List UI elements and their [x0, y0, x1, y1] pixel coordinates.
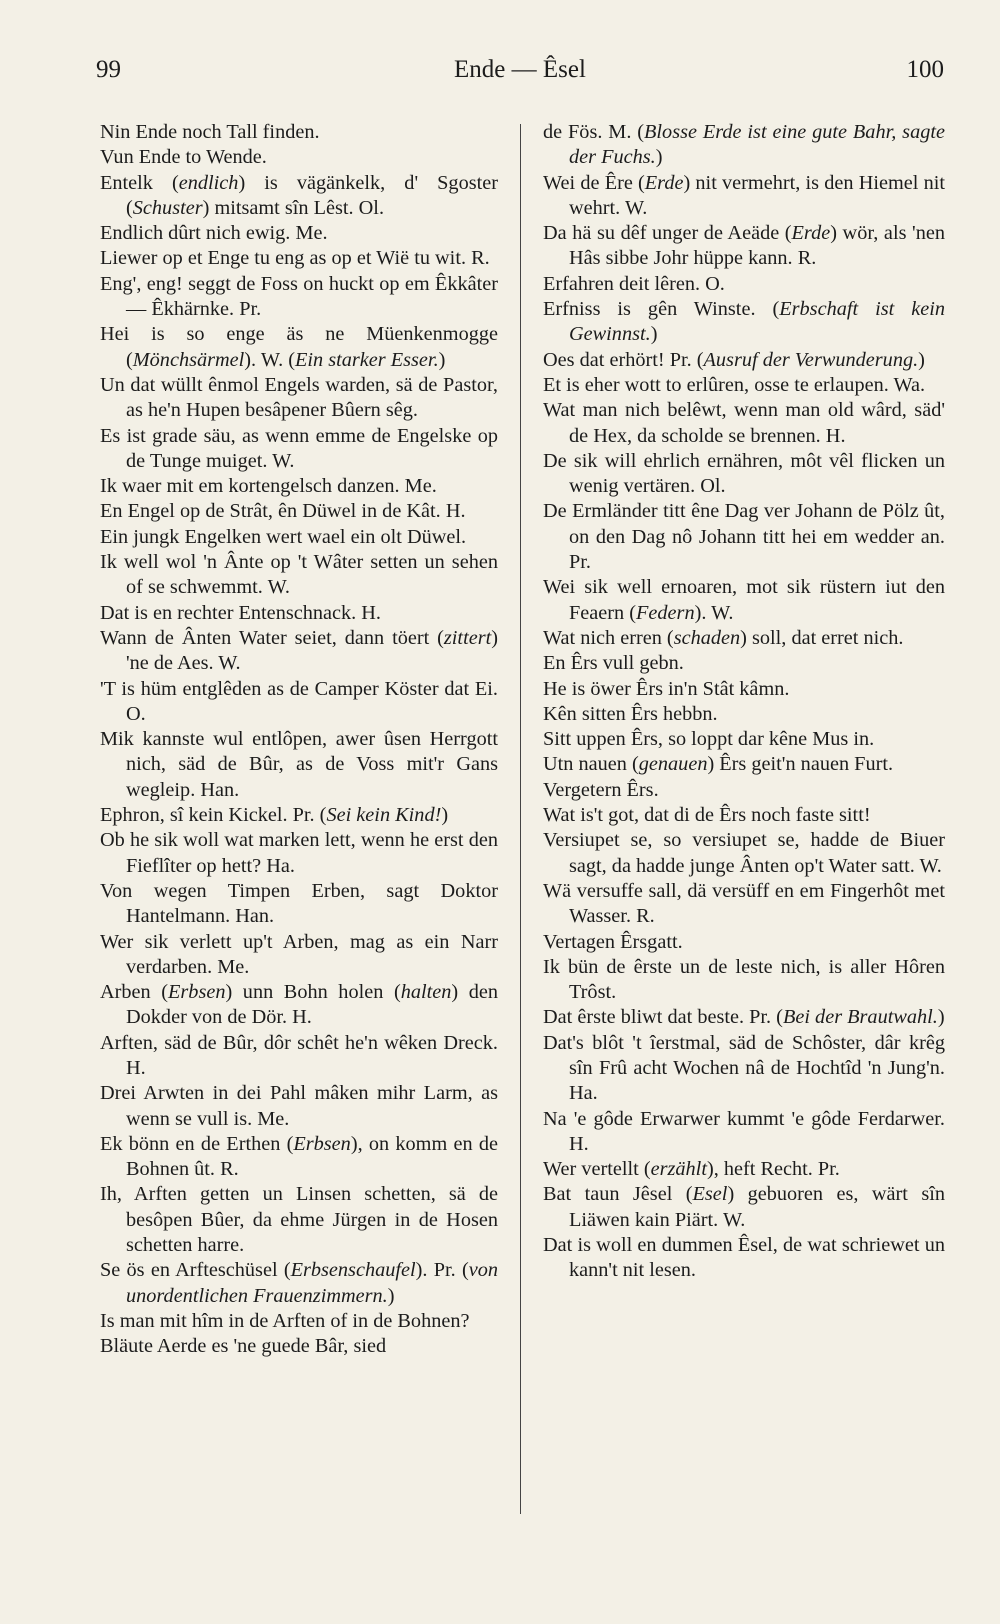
entry-text: Drei Arwten in dei Pahl mâken mihr Larm, as wenn se vull is. Me.	[100, 1082, 498, 1130]
proverb-entry	[100, 1031, 498, 1082]
proverb-entry	[543, 1107, 945, 1158]
gloss-text: Esel	[692, 1183, 728, 1206]
entry-text: Wat man nich belêwt, wenn man old wârd, säd' de Hex, da scholde se brennen. H.	[543, 399, 945, 447]
proverb-entry	[543, 1157, 945, 1182]
entry-text: ) 'ne de Aes. W.	[126, 626, 498, 675]
proverb-entry	[543, 828, 945, 879]
proverb-entry	[543, 373, 945, 398]
proverb-entry	[100, 677, 498, 728]
proverb-entry	[100, 120, 498, 145]
gloss-text: von unordentlichen Frauenzimmern.	[126, 1259, 498, 1307]
proverb-entry	[543, 626, 945, 651]
entry-text: Oes dat erhört! Pr. (	[543, 348, 704, 371]
entry-text: Se ös en Arfteschüsel (	[100, 1259, 291, 1282]
entry-text: Utn nauen (	[543, 753, 639, 776]
entry-text: Eng', eng! seggt de Foss on huckt op em Êkkâter — Êkhärnke. Pr.	[100, 272, 498, 321]
gloss-text: Sei kein Kind!	[326, 804, 442, 827]
proverb-entry	[100, 1132, 498, 1183]
proverb-entry	[543, 120, 945, 171]
entry-text: ). Pr. (	[415, 1259, 469, 1282]
entry-text: ). W.	[694, 601, 734, 624]
entry-text: Vun Ende to Wende.	[100, 146, 267, 169]
gloss-text: Erde	[791, 222, 831, 245]
gloss-text: halten	[400, 981, 452, 1004]
entry-text: Ephron, sî kein Kickel. Pr. (	[100, 804, 327, 827]
gloss-text: Mönchsärmel	[132, 348, 245, 371]
proverb-entry	[100, 499, 498, 524]
entry-text: Is man mit hîm in de Arften of in de Bohnen?	[100, 1309, 470, 1332]
proverb-entry	[543, 575, 945, 626]
proverb-entry	[543, 752, 945, 777]
entry-text: Ik bün de êrste un de leste nich, is aller Hôren Trôst.	[543, 955, 945, 1004]
right-column	[543, 120, 945, 1284]
entry-text: Arften, säd de Bûr, dôr schêt he'n wêken Dreck. H.	[100, 1031, 498, 1079]
entry-text: ) is vägänkelk, d' Sgoster (	[126, 171, 498, 219]
gloss-text: Federn	[636, 601, 695, 624]
proverb-entry	[543, 272, 945, 297]
proverb-entry	[543, 778, 945, 803]
entry-text: ), heft Recht. Pr.	[706, 1158, 840, 1181]
entry-text: ) wör, als 'nen Hâs sibbe Johr hüppe kann. R.	[569, 222, 945, 270]
proverb-entry	[543, 930, 945, 955]
proverb-entry	[543, 221, 945, 272]
entry-text: Ik waer mit em kortengelsch danzen. Me.	[100, 475, 437, 498]
proverb-entry	[100, 1334, 498, 1359]
gloss-text: Ein starker Esser.	[295, 348, 439, 371]
entry-text: En Êrs vull gebn.	[543, 652, 684, 675]
entry-text: Es ist grade säu, as wenn emme de Engelske op de Tunge muiget. W.	[100, 424, 498, 472]
entry-text: ) gebuoren es, wärt sîn Liäwen kain Piärt. W.	[569, 1183, 945, 1231]
proverb-entry	[100, 474, 498, 499]
proverb-entry	[100, 601, 498, 626]
entry-text: ) Êrs geit'n nauen Furt.	[707, 753, 894, 776]
gloss-text: Blosse Erde ist eine gute Bahr, sagte der Fuchs.	[569, 121, 945, 169]
proverb-entry	[100, 272, 498, 323]
gloss-text: Erde	[644, 171, 684, 194]
entry-text: Dat is en rechter Entenschnack. H.	[100, 601, 382, 624]
entry-text: Wann de Ânten Water seiet, dann töert (	[100, 626, 444, 649]
gloss-text: Erbsen	[168, 981, 226, 1004]
proverb-entry	[100, 1309, 498, 1334]
proverb-entry	[100, 803, 498, 828]
entry-text: Da hä su dêf unger de Aeäde (	[543, 222, 792, 245]
entry-text: Et is eher wott to erlûren, osse te erlaupen. Wa.	[543, 373, 926, 396]
entry-text: Liewer op et Enge tu eng as op et Wië tu wit. R.	[100, 247, 490, 270]
entry-text: )	[655, 146, 663, 169]
proverb-entry	[543, 677, 945, 702]
entry-text: Wer sik verlett up't Arben, mag as ein Narr verdarben. Me.	[100, 930, 498, 978]
entry-text: )	[650, 323, 658, 346]
gloss-text: schaden	[673, 626, 741, 649]
proverb-entry	[543, 727, 945, 752]
entry-text: Ob he sik woll wat marken lett, wenn he erst den Fieflîter op hett? Ha.	[100, 829, 498, 877]
entry-text: ), on komm en de Bohnen ût. R.	[126, 1132, 498, 1181]
proverb-entry	[543, 955, 945, 1006]
entry-text: )	[387, 1284, 395, 1307]
proverb-entry	[543, 398, 945, 449]
entry-text: Vergetern Êrs.	[543, 778, 659, 801]
entry-text: Wer vertellt (	[543, 1158, 651, 1181]
entry-text: Un dat wüllt ênmol Engels warden, sä de Pastor, as he'n Hupen besâpener Bûern sêg.	[100, 373, 498, 422]
proverb-entry	[543, 651, 945, 676]
entry-text: Von wegen Timpen Erben, sagt Doktor Hantelmann. Han.	[100, 879, 498, 928]
proverb-entry	[100, 246, 498, 271]
column-divider	[520, 124, 521, 1514]
entry-text: Dat is woll en dummen Êsel, de wat schriewet un kann't nit lesen.	[543, 1234, 945, 1282]
entry-text: Nin Ende noch Tall finden.	[100, 121, 320, 143]
proverb-entry	[100, 1081, 498, 1132]
proverb-entry	[543, 1182, 945, 1233]
proverb-entry	[543, 297, 945, 348]
entry-text: Ik well wol 'n Ânte op 't Wâter setten un sehen of se schwemmt. W.	[100, 551, 498, 599]
entry-text: )	[918, 348, 925, 371]
entry-text: Bläute Aerde es 'ne guede Bâr, sied	[100, 1335, 387, 1358]
proverb-entry	[100, 373, 498, 424]
entry-text: Sitt uppen Êrs, so loppt dar kêne Mus in.	[543, 728, 875, 751]
entry-text: Wat is't got, dat di de Êrs noch faste sitt!	[543, 804, 871, 827]
entry-text: Wei de Êre (	[543, 171, 645, 194]
entry-text: Ein jungk Engelken wert wael ein olt Düwel.	[100, 525, 467, 548]
entry-text: )	[937, 1006, 945, 1029]
entry-text: ) den Dokder von de Dör. H.	[126, 981, 499, 1029]
entry-text: Ek bönn en de Erthen (	[100, 1132, 294, 1155]
running-title: Ende — Êsel	[454, 56, 586, 83]
entry-text: Dat's blôt 't îerstmal, säd de Schôster, dâr krêg sîn Frû acht Wochen nâ de Hochtîd 'n Jung'n. Ha.	[543, 1031, 945, 1105]
gloss-text: Bei der Brautwahl.	[782, 1006, 938, 1029]
entry-text: De sik will ehrlich ernähren, môt vêl flicken un wenig vertären. Ol.	[543, 449, 945, 498]
gloss-text: Erbschaft ist kein Gewinnst.	[569, 298, 945, 346]
proverb-entry	[543, 1233, 945, 1284]
entry-text: De Ermländer titt êne Dag ver Johann de Pölz ût, on den Dag nô Johann titt hei em wedder an. Pr.	[543, 500, 945, 574]
entry-text: Bat taun Jêsel (	[543, 1183, 693, 1206]
proverb-entry	[100, 626, 498, 677]
proverb-entry	[100, 930, 498, 981]
entry-text: Erfniss is gên Winste. (	[543, 298, 780, 321]
entry-text: ) nit vermehrt, is den Hiemel nit wehrt. W.	[569, 171, 946, 219]
entry-text: Wei sik well ernoaren, mot sik rüstern iut den Feaern (	[543, 576, 945, 624]
entry-text: Vertagen Êrsgatt.	[543, 930, 683, 953]
entry-text: Erfahren deit lêren. O.	[543, 272, 725, 295]
entry-text: ) unn Bohn holen (	[225, 981, 401, 1004]
gloss-text: genauen	[638, 753, 708, 776]
proverb-entry	[543, 702, 945, 727]
entry-text: ). W. (	[244, 348, 295, 371]
proverb-entry	[543, 1031, 945, 1107]
entry-text: Kên sitten Êrs hebbn.	[543, 702, 718, 725]
proverb-entry	[100, 322, 498, 373]
proverb-entry	[100, 1182, 498, 1258]
proverb-entry	[543, 1005, 945, 1030]
proverb-entry	[543, 171, 945, 222]
entry-text: Na 'e gôde Erwarwer kummt 'e gôde Ferdarwer. H.	[543, 1107, 945, 1155]
proverb-entry	[100, 145, 498, 170]
entry-text: ) soll, dat erret nich.	[740, 626, 904, 649]
gloss-text: Ausruf der Verwunderung.	[703, 348, 919, 371]
proverb-entry	[543, 803, 945, 828]
proverb-entry	[543, 879, 945, 930]
left-column	[100, 120, 498, 1360]
gloss-text: endlich	[178, 171, 239, 194]
proverb-entry	[100, 525, 498, 550]
proverb-entry	[100, 424, 498, 475]
entry-text: Wä versuffe sall, dä versüff en em Fingerhôt met Wasser. R.	[543, 879, 945, 928]
proverb-entry	[100, 727, 498, 803]
proverb-entry	[543, 449, 945, 500]
entry-text: Ih, Arften getten un Linsen schetten, sä de besôpen Bûer, da ehme Jürgen in de Hosen schetten harre.	[100, 1183, 498, 1257]
entry-text: Hei is so enge äs ne Müenkenmogge (	[100, 323, 498, 371]
entry-text: Entelk (	[100, 171, 179, 194]
page-number-right: 100	[906, 56, 944, 83]
gloss-text: erzählt	[650, 1158, 707, 1181]
entry-text: Endlich dûrt nich ewig. Me.	[100, 222, 328, 245]
page-header	[96, 56, 944, 96]
page-number-left: 99	[96, 56, 121, 83]
entry-text: Versiupet se, so versiupet se, hadde de Biuer sagt, da hadde junge Ânten op't Water satt. W.	[543, 829, 945, 877]
gloss-text: Erbsenschaufel	[290, 1259, 416, 1282]
proverb-entry	[100, 980, 498, 1031]
gloss-text: zittert	[443, 626, 492, 649]
entry-text: Arben (	[100, 981, 169, 1004]
proverb-entry	[100, 828, 498, 879]
entry-text: )	[438, 348, 446, 371]
entry-text: Wat nich erren (	[543, 626, 674, 649]
entry-text: Mik kannste wul entlôpen, awer ûsen Herrgott nich, säd de Bûr, as de Voss mit'r Gans wegleip. Han.	[100, 728, 498, 801]
proverb-entry	[543, 499, 945, 575]
entry-text: Dat êrste bliwt dat beste. Pr. (	[543, 1006, 783, 1029]
entry-text: ) mitsamt sîn Lêst. Ol.	[202, 196, 385, 219]
proverb-entry	[100, 879, 498, 930]
proverb-entry	[543, 348, 945, 373]
proverb-entry	[100, 1258, 498, 1309]
entry-text: En Engel op de Strât, ên Düwel in de Kât. H.	[100, 500, 466, 523]
proverb-entry	[100, 171, 498, 222]
entry-text: 'T is hüm entglêden as de Camper Köster dat Ei. O.	[100, 677, 498, 725]
gloss-text: Erbsen	[293, 1132, 351, 1155]
proverb-entry	[100, 550, 498, 601]
proverb-entry	[100, 221, 498, 246]
entry-text: de Fös. M. (	[543, 121, 645, 143]
entry-text: )	[441, 804, 449, 827]
entry-text: He is öwer Êrs in'n Stât kâmn.	[543, 677, 790, 700]
gloss-text: Schuster	[132, 196, 203, 219]
